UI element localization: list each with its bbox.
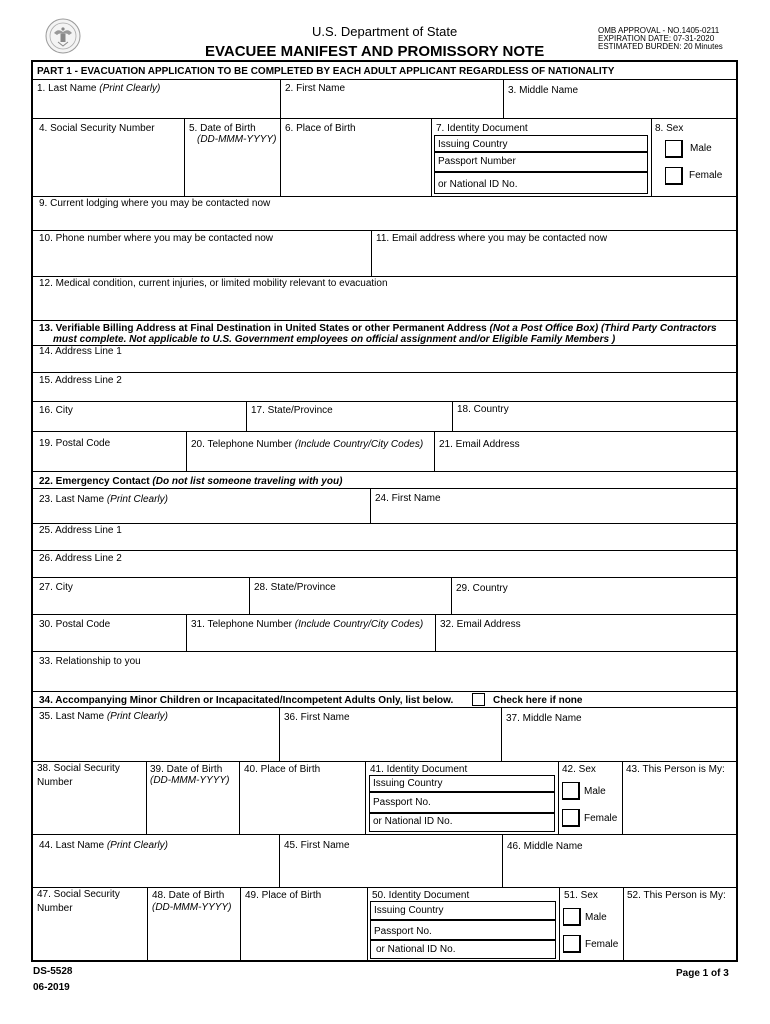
ssn-label: 4. Social Security Number: [39, 123, 155, 134]
minor1-middle-name-label: 37. Middle Name: [506, 713, 582, 724]
relationship-label: 33. Relationship to you: [39, 656, 141, 667]
postal-code-field[interactable]: [33, 452, 185, 470]
minor1-first-name-field[interactable]: [281, 725, 500, 760]
current-lodging-label: 9. Current lodging where you may be contacted now: [39, 198, 271, 209]
minor1-ssn-label-number: Number: [37, 777, 73, 788]
minor1-dob-field[interactable]: [148, 788, 238, 833]
minor1-pob-label: 40. Place of Birth: [244, 764, 321, 775]
minor1-male-checkbox[interactable]: [562, 782, 580, 800]
minor2-first-name-label: 45. First Name: [284, 840, 350, 851]
address-line2-label: 15. Address Line 2: [39, 375, 122, 386]
page-number: Page 1 of 3: [676, 968, 729, 979]
none-label: Check here if none: [493, 695, 583, 706]
medical-condition-label: 12. Medical condition, current injuries, or limited mobility relevant to evacuation: [39, 278, 388, 289]
omb-approval: OMB APPROVAL - NO.1405-0211: [598, 26, 720, 35]
minor2-female-checkbox[interactable]: [563, 935, 581, 953]
form-number: DS-5528: [33, 966, 73, 977]
emergency-city-label: 27. City: [39, 582, 73, 593]
last-name-label: 1. Last Name (Print Clearly): [37, 83, 161, 94]
state-field[interactable]: [248, 417, 451, 430]
emergency-telephone-label: 31. Telephone Number (Include Country/City Codes): [191, 619, 424, 630]
billing-address-heading: 13. Verifiable Billing Address at Final Destination in United States or other Permanent Address (Not a Post Office Box) (Third Party Contractors: [39, 323, 717, 334]
sex-label: 8. Sex: [655, 123, 684, 134]
minor1-pob-field[interactable]: [241, 777, 364, 833]
minor2-pob-label: 49. Place of Birth: [245, 890, 322, 901]
address-line1-field[interactable]: [33, 357, 736, 371]
address-line2-field[interactable]: [33, 387, 736, 400]
minor2-male-label: Male: [585, 912, 607, 923]
email-label: 11. Email address where you may be contacted now: [376, 233, 608, 244]
emergency-address2-label: 26. Address Line 2: [39, 553, 122, 564]
minor2-dob-label: 48. Date of Birth: [152, 890, 225, 901]
emergency-state-field[interactable]: [251, 595, 450, 613]
last-name-field[interactable]: [33, 96, 279, 117]
minor1-last-name-label: 35. Last Name (Print Clearly): [39, 711, 168, 722]
phone-label: 10. Phone number where you may be contacted now: [39, 233, 274, 244]
minor1-ssn-label: 38. Social Security: [37, 763, 120, 774]
emergency-state-label: 28. State/Province: [254, 582, 336, 593]
address-email-label: 21. Email Address: [439, 439, 520, 450]
first-name-field[interactable]: [282, 96, 502, 117]
minor2-middle-name-label: 46. Middle Name: [507, 841, 583, 852]
city-label: 16. City: [39, 405, 73, 416]
postal-code-label: 19. Postal Code: [39, 438, 111, 449]
emergency-first-name-label: 24. First Name: [375, 493, 441, 504]
medical-condition-field[interactable]: [33, 291, 736, 319]
minor2-passport-label: Passport No.: [374, 926, 432, 937]
emergency-contact-heading: 22. Emergency Contact (Do not list someone traveling with you): [39, 476, 343, 487]
identity-document-label: 7. Identity Document: [436, 123, 528, 134]
address-email-field[interactable]: [436, 452, 736, 470]
minor1-last-name-field[interactable]: [33, 725, 278, 760]
emergency-email-field[interactable]: [437, 632, 736, 650]
emergency-telephone-field[interactable]: [188, 632, 434, 650]
minor1-female-checkbox[interactable]: [562, 809, 580, 827]
minor1-issuing-country-label: Issuing Country: [373, 778, 443, 789]
minor1-sex-label: 42. Sex: [562, 764, 596, 775]
emergency-address2-field[interactable]: [33, 565, 736, 576]
sex-bracket-divider: [647, 150, 650, 170]
form-title: EVACUEE MANIFEST AND PROMISSORY NOTE: [205, 43, 545, 60]
first-name-label: 2. First Name: [285, 83, 346, 94]
emergency-last-name-field[interactable]: [33, 507, 369, 522]
ssn-field[interactable]: [33, 136, 183, 195]
minor2-relationship-label: 52. This Person is My:: [627, 890, 726, 901]
telephone-field[interactable]: [188, 452, 433, 470]
minor1-first-name-label: 36. First Name: [284, 712, 350, 723]
emergency-postal-code-field[interactable]: [33, 632, 185, 650]
minor1-dob-hint: (DD-MMM-YYYY): [150, 775, 230, 786]
minor2-pob-field[interactable]: [242, 903, 366, 960]
city-field[interactable]: [33, 417, 245, 430]
emergency-country-label: 29. Country: [456, 583, 508, 594]
minor1-relationship-label: 43. This Person is My:: [626, 764, 725, 775]
telephone-label: 20. Telephone Number (Include Country/City Codes): [191, 439, 424, 450]
emergency-postal-code-label: 30. Postal Code: [39, 619, 111, 630]
minor2-female-label: Female: [585, 939, 619, 950]
minor1-dob-label: 39. Date of Birth: [150, 764, 223, 775]
relationship-field[interactable]: [33, 669, 736, 690]
emergency-first-name-field[interactable]: [372, 506, 736, 522]
current-lodging-field[interactable]: [33, 211, 736, 229]
expiration-date: EXPIRATION DATE: 07-31-2020: [598, 34, 715, 43]
emergency-city-field[interactable]: [33, 595, 248, 613]
minor2-national-id-label: or National ID No.: [376, 944, 456, 955]
state-label: 17. State/Province: [251, 405, 333, 416]
minor2-ssn-label: 47. Social Security: [37, 889, 120, 900]
sex-male-checkbox[interactable]: [665, 140, 683, 158]
minor2-middle-name-field[interactable]: [504, 854, 736, 886]
emergency-country-field[interactable]: [453, 596, 736, 613]
form-date: 06-2019: [33, 982, 70, 993]
passport-number-label: Passport Number: [438, 156, 516, 167]
department-name: U.S. Department of State: [312, 24, 458, 39]
emergency-address1-label: 25. Address Line 1: [39, 525, 122, 536]
middle-name-label: 3. Middle Name: [508, 85, 579, 96]
minor1-passport-label: Passport No.: [373, 797, 431, 808]
minor2-last-name-field[interactable]: [33, 853, 278, 886]
minor2-dob-field[interactable]: [149, 915, 239, 960]
emergency-email-label: 32. Email Address: [440, 619, 521, 630]
minor1-male-label: Male: [584, 786, 606, 797]
minor2-relationship-field[interactable]: [625, 903, 736, 960]
middle-name-field[interactable]: [505, 98, 736, 117]
country-field[interactable]: [454, 416, 736, 430]
minor2-ssn-label-number: Number: [37, 903, 73, 914]
minor2-last-name-label: 44. Last Name (Print Clearly): [39, 840, 168, 851]
sex-female-label: Female: [689, 170, 723, 181]
sex-male-label: Male: [690, 143, 712, 154]
dob-field[interactable]: [186, 147, 279, 195]
department-seal-icon: [45, 18, 81, 54]
minor2-male-checkbox[interactable]: [563, 908, 581, 926]
phone-field[interactable]: [33, 246, 370, 275]
minor1-identity-document-label: 41. Identity Document: [370, 764, 468, 775]
minor2-ssn-field[interactable]: [33, 916, 146, 960]
pob-field[interactable]: [282, 136, 430, 195]
country-label: 18. Country: [457, 404, 509, 415]
dob-format-hint: (DD-MMM-YYYY): [197, 134, 277, 145]
pob-label: 6. Place of Birth: [285, 123, 356, 134]
email-field[interactable]: [373, 246, 736, 275]
minor2-issuing-country-label: Issuing Country: [374, 905, 444, 916]
minor1-ssn-field[interactable]: [33, 790, 145, 833]
issuing-country-label: Issuing Country: [438, 139, 508, 150]
minor2-sex-label: 51. Sex: [564, 890, 598, 901]
emergency-last-name-label: 23. Last Name (Print Clearly): [39, 494, 168, 505]
minor1-female-label: Female: [584, 813, 618, 824]
estimated-burden: ESTIMATED BURDEN: 20 Minutes: [598, 42, 723, 51]
minor1-relationship-field[interactable]: [624, 777, 736, 833]
minor1-middle-name-field[interactable]: [503, 726, 736, 760]
part1-heading: PART 1 - EVACUATION APPLICATION TO BE COMPLETED BY EACH ADULT APPLICANT REGARDLESS OF NATIONALITY: [37, 66, 615, 77]
minor1-national-id-label: or National ID No.: [373, 816, 453, 827]
address-line1-label: 14. Address Line 1: [39, 346, 122, 357]
emergency-address1-field[interactable]: [33, 537, 736, 549]
minor2-identity-document-label: 50. Identity Document: [372, 890, 470, 901]
billing-address-note: must complete. Not applicable to U.S. Government employees on official assignment and/or Eligible Family Members ): [53, 334, 616, 345]
minor2-dob-hint: (DD-MMM-YYYY): [152, 902, 232, 913]
dob-label: 5. Date of Birth: [189, 123, 256, 134]
minors-heading: 34. Accompanying Minor Children or Incapacitated/Incompetent Adults Only, list below.: [39, 695, 454, 706]
none-checkbox[interactable]: [472, 693, 485, 706]
minor2-first-name-field[interactable]: [281, 853, 501, 886]
sex-female-checkbox[interactable]: [665, 167, 683, 185]
national-id-label: or National ID No.: [438, 179, 518, 190]
